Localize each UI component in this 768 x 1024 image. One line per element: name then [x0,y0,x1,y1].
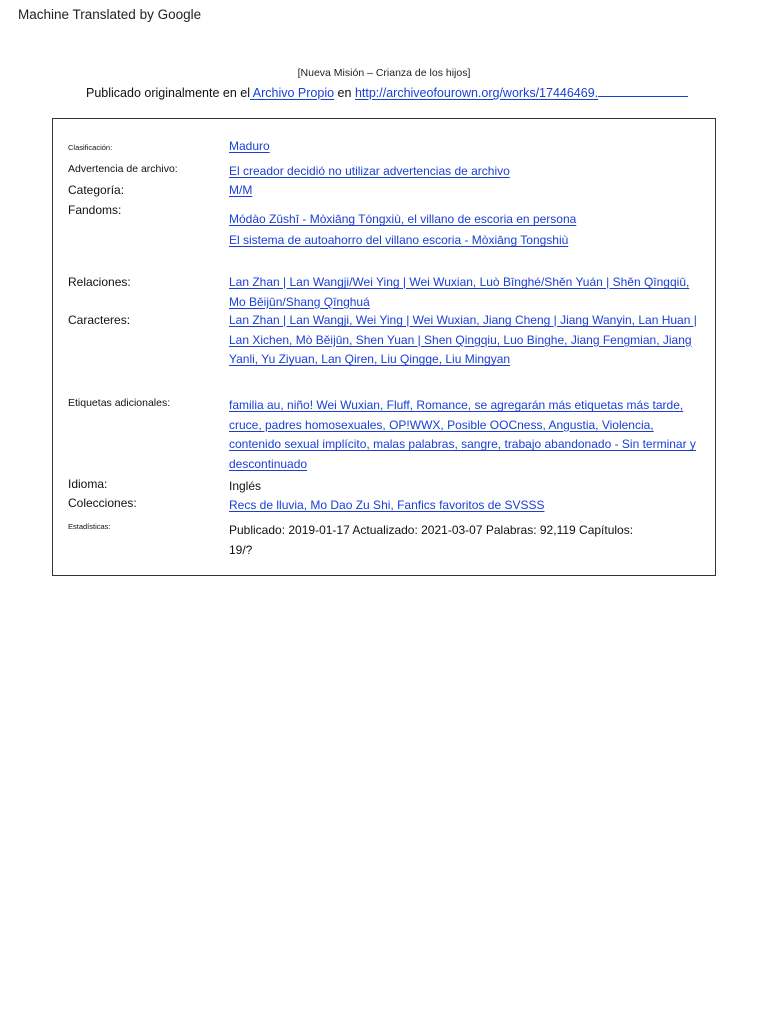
archive-warning-link[interactable]: El creador decidió no utilizar advertencias de archivo [229,164,510,178]
relationships-label: Relaciones: [68,275,131,289]
language-label: Idioma: [68,477,108,491]
fandom-link-svsss[interactable]: El sistema de autoahorro del villano escoria - Mòxiāng Tongshiù [229,233,569,247]
work-url-link[interactable]: http://archiveofourown.org/works/17446469. [354,86,599,100]
stats-value: Publicado: 2019-01-17 Actualizado: 2021-03-07 Palabras: 92,119 Capítulos: 19/? [229,523,634,557]
fandoms-label: Fandoms: [68,203,122,217]
archive-link[interactable]: Archivo Propio [250,86,335,100]
work-metadata-box [52,118,716,576]
stats-label: Estadísticas: [68,522,111,531]
fandom-link-mdzs[interactable]: Módào Zǔshī - Mòxiāng Tóngxiù, el villano de escoria en persona [229,212,577,226]
published-prefix: Publicado originalmente en el [86,86,250,100]
published-line [86,85,688,100]
rating-value-link[interactable]: Maduro [229,139,270,153]
document-title: [Nueva Misión – Crianza de los hijos] [297,67,471,79]
collections-label: Colecciones: [68,496,137,510]
characters-links[interactable]: Lan Zhan | Lan Wangji, Wei Ying | Wei Wuxian, Jiang Cheng | Jiang Wanyin, Lan Huan | Lan Xichen, Mò Běijūn, Shen Yuan | Shen Qingqiu, Luo Binghe, Jiang Fengmian, Jiang Yanli, Yu Ziyuan, Lan Qiren, Liu Qingge, Liu Mingyan [229,313,697,366]
category-label: Categoría: [68,183,125,197]
url-trailing-underline [598,85,688,97]
published-mid: en [334,86,355,100]
additional-tags-links[interactable]: familia au, niño! Wei Wuxian, Fluff, Romance, se agregarán más etiquetas más tarde, cruce, padres homosexuales, OP!WWX, Posible OOCness, Angustia, Violencia, contenido sexual implícito, malas palabras, sangre, trabajo abandonado - Sin terminar y descontinuado [229,398,696,471]
rating-label: Clasificación: [68,143,113,152]
archive-warning-label: Advertencia de archivo: [68,163,178,175]
characters-label: Caracteres: [68,313,131,327]
relationships-links[interactable]: Lan Zhan | Lan Wangji/Wei Ying | Wei Wuxian, Luò Bīnghé/Shěn Yuán | Shěn Qīngqiū, Mo Běijūn/Shang Qīnghuá [229,275,690,309]
category-link[interactable]: M/M [229,183,253,197]
language-value: Inglés [229,479,262,493]
collections-links[interactable]: Recs de lluvia, Mo Dao Zu Shi, Fanfics favoritos de SVSSS [229,498,545,512]
additional-tags-label: Etiquetas adicionales: [68,397,171,409]
machine-translation-header: Machine Translated by Google [18,7,202,22]
